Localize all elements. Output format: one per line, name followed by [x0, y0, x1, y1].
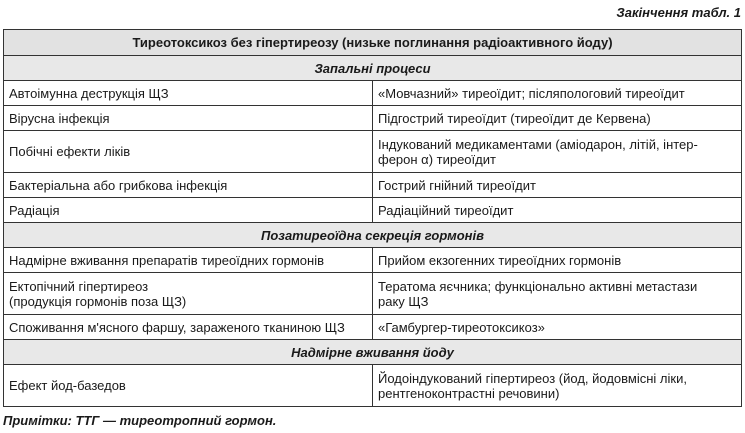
example-cell: Радіаційний тиреоїдит: [373, 198, 742, 223]
example-cell: «Мовчазний» тиреоїдит; післяпологовий тиреоїдит: [373, 81, 742, 106]
cause-cell: Ефект йод-базедов: [4, 365, 373, 407]
example-cell: «Гамбургер-тиреотоксикоз»: [373, 315, 742, 340]
table-caption: Закінчення табл. 1: [616, 5, 741, 20]
table-row: [4, 273, 742, 315]
cause-cell: Побічні ефекти ліків: [4, 131, 373, 173]
section-heading: Позатиреоїдна секреція гормонів: [4, 223, 742, 248]
cause-cell: Бактеріальна або грибкова інфекція: [4, 173, 373, 198]
cause-cell: Ектопічний гіпертиреоз (продукція гормонів поза ЩЗ): [4, 273, 373, 315]
table-row: [4, 81, 742, 106]
example-cell: Тератома яєчника; функціонально активні метастази раку ЩЗ: [373, 273, 742, 315]
table-row: [4, 198, 742, 223]
table-title: Тиреотоксикоз без гіпертиреозу (низьке поглинання радіоактивного йоду): [4, 30, 742, 56]
section-heading-row: [4, 340, 742, 365]
cause-cell: Радіація: [4, 198, 373, 223]
table-title-row: [4, 30, 742, 56]
table-row: [4, 131, 742, 173]
cause-cell: Споживання м'ясного фаршу, зараженого тканиною ЩЗ: [4, 315, 373, 340]
table-row: [4, 315, 742, 340]
table-row: [4, 173, 742, 198]
cause-cell: Автоімунна деструкція ЩЗ: [4, 81, 373, 106]
table-row: [4, 106, 742, 131]
example-cell: Індукований медикаментами (аміодарон, літій, інтер- ферон α) тиреоїдит: [373, 131, 742, 173]
table-row: [4, 248, 742, 273]
example-cell: Прийом екзогенних тиреоїдних гормонів: [373, 248, 742, 273]
thyrotoxicosis-table: [3, 29, 742, 407]
section-heading: Надмірне вживання йоду: [4, 340, 742, 365]
cause-cell: Надмірне вживання препаратів тиреоїдних гормонів: [4, 248, 373, 273]
section-heading-row: [4, 56, 742, 81]
table-row: [4, 365, 742, 407]
example-cell: Гострий гнійний тиреоїдит: [373, 173, 742, 198]
cause-cell: Вірусна інфекція: [4, 106, 373, 131]
example-cell: Йодоіндукований гіпертиреоз (йод, йодовмісні ліки, рентгеноконтрастні речовини): [373, 365, 742, 407]
example-cell: Підгострий тиреоїдит (тиреоїдит де Кервена): [373, 106, 742, 131]
section-heading-row: [4, 223, 742, 248]
section-heading: Запальні процеси: [4, 56, 742, 81]
table-note: Примітки: ТТГ — тиреотропний гормон.: [3, 413, 277, 428]
